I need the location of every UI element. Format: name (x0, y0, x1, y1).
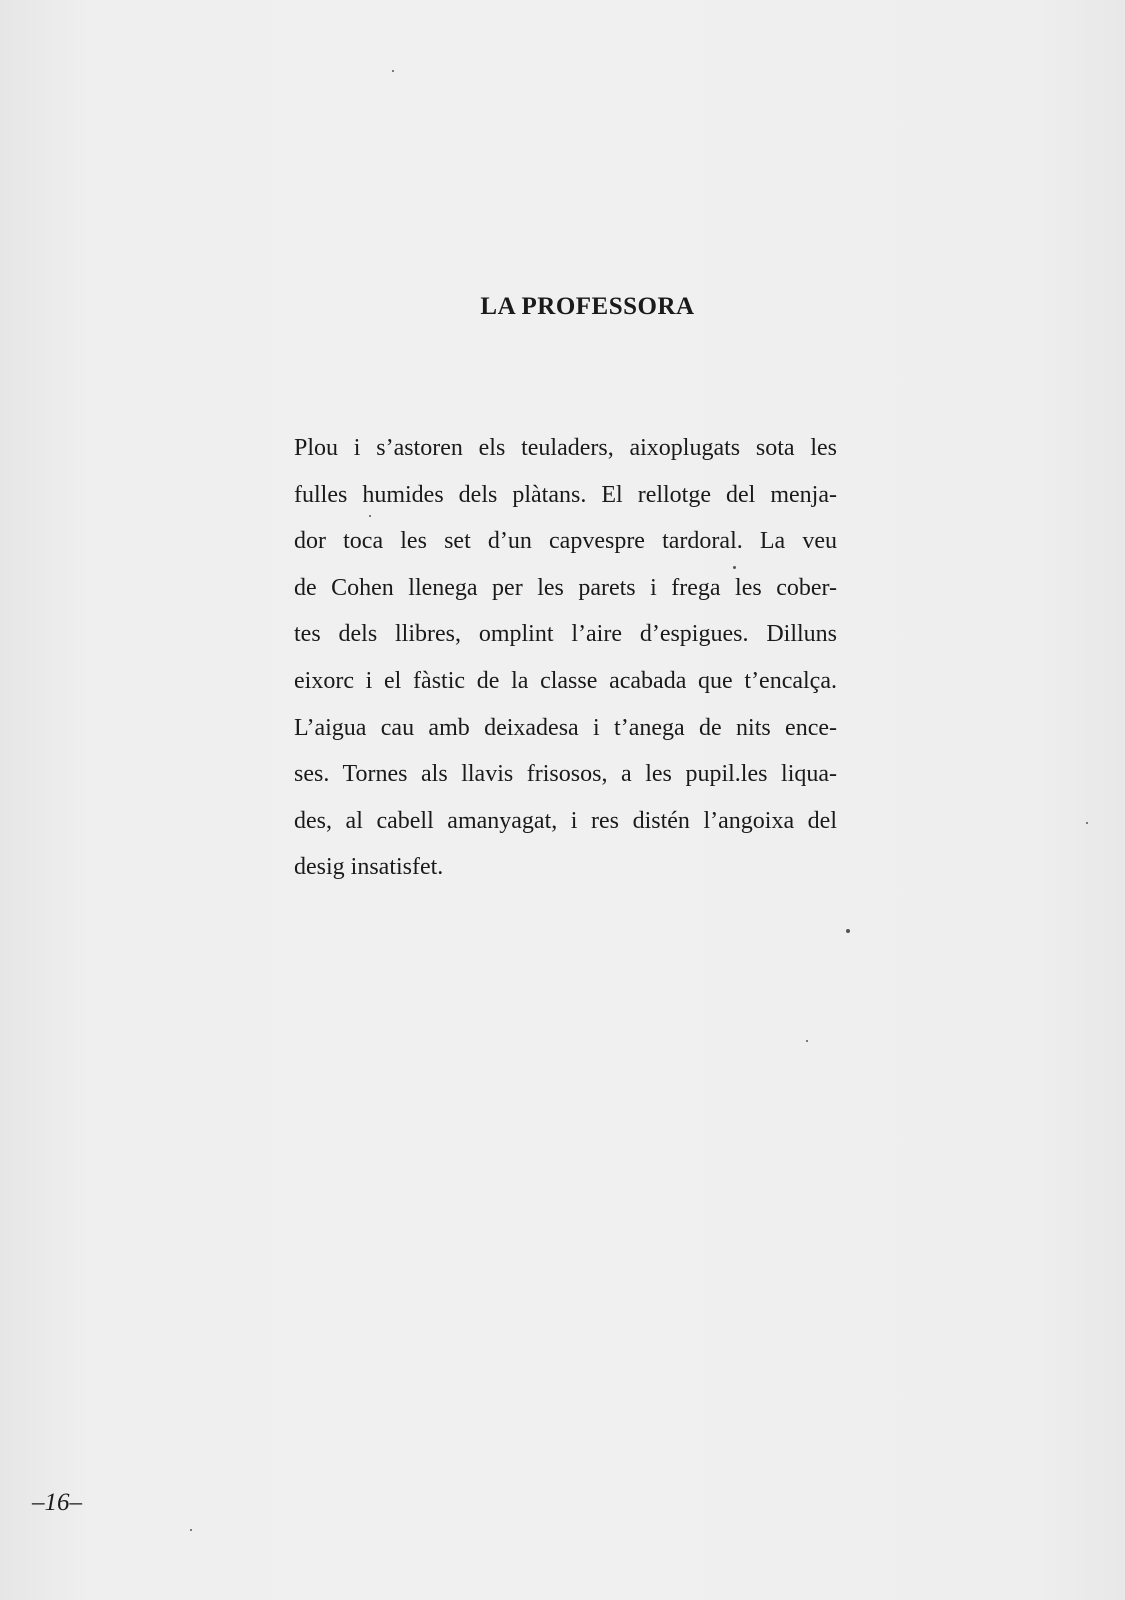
text-line: L’aigua cau amb deixadesa i t’anega de nits ence- (294, 714, 837, 741)
scan-speck (806, 1040, 808, 1042)
chapter-title: LA PROFESSORA (480, 293, 695, 320)
text-line: eixorc i el fàstic de la classe acabada que t’encalça. (294, 667, 837, 694)
scan-speck (846, 929, 850, 933)
text-line: de Cohen llenega per les parets i frega les cober- (294, 574, 837, 601)
scan-speck (190, 1529, 192, 1531)
text-line: des, al cabell amanyagat, i res distén l’angoixa del (294, 807, 837, 834)
page-number: –16– (32, 1489, 82, 1516)
text-line: dor toca les set d’un capvespre tardoral. La veu (294, 528, 837, 555)
text-line: Plou i s’astoren els teuladers, aixoplugats sota les (294, 435, 837, 461)
scan-speck (392, 70, 394, 72)
scan-speck (369, 515, 371, 517)
scan-speck (733, 566, 736, 569)
text-line: desig insatisfet. (294, 854, 444, 881)
scan-speck (1086, 822, 1088, 824)
text-line: tes dels llibres, omplint l’aire d’espigues. Dilluns (294, 621, 837, 648)
text-line: fulles humides dels plàtans. El rellotge del menja- (294, 481, 837, 508)
body-paragraph (294, 425, 837, 891)
text-line: ses. Tornes als llavis frisosos, a les pupil.les liqua- (294, 761, 837, 788)
